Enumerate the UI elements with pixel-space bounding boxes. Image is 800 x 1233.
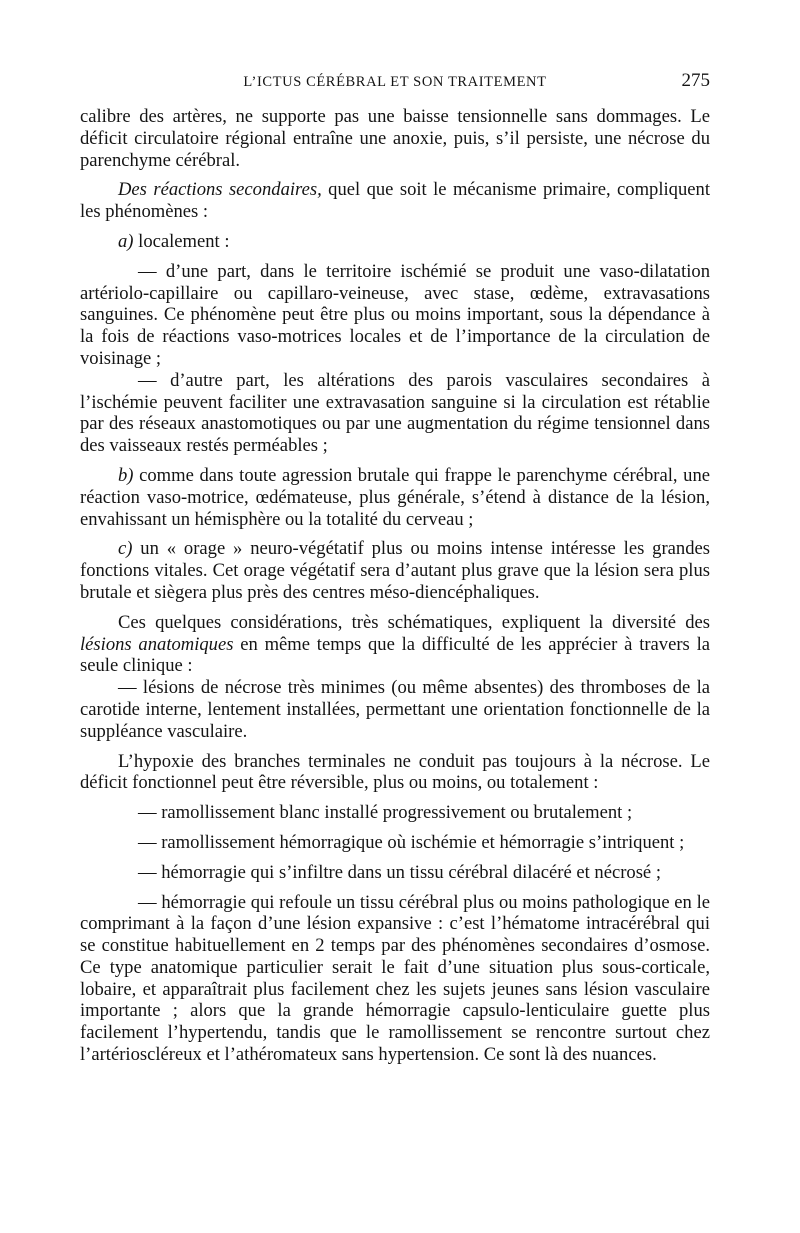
paragraph-continuation: calibre des artères, ne supporte pas une baisse tensionnelle sans dommages. Le déficit circulatoire régional entraîne une anoxie, puis, s’il persiste, une nécrose du parenchyme cérébral. [80, 106, 710, 171]
list-item-text: un « orage » neuro-végétatif plus ou moins intense intéresse les grandes fonctions vitales. Cet orage végétatif sera d’autant plus grave que la lésion sera plus brutale et siègera plus près des centres méso-diencéphaliques. [80, 538, 710, 603]
paragraph-secondary-reactions [80, 179, 710, 223]
list-item-b [80, 465, 710, 530]
list-letter-c: c) [118, 538, 133, 560]
dash-item-first: — d’une part, dans le territoire ischémié se produit une vaso-dilatation artériolo-capillaire ou capillaro-veineuse, avec stase, œdème, extravasations sanguines. Ce phénomène peut être plus ou moins important, sous la dépendance à la fois de réactions vaso-motrices locales et de l’importance de la circulation de voisinage ; [80, 260, 710, 369]
list-letter-b: b) [118, 464, 134, 486]
list-item-a-label [80, 231, 710, 253]
paragraph-hypoxie: L’hypoxie des branches terminales ne conduit pas toujours à la nécrose. Le déficit fonctionnel peut être réversible, plus ou moins, ou totalement : [80, 750, 710, 794]
list-item-text: comme dans toute agression brutale qui frappe le parenchyme cérébral, une réaction vaso-motrice, œdémateuse, plus générale, s’étend à distance de la lésion, envahissant un hémisphère ou la totalité du cerveau ; [80, 464, 710, 530]
list-item-text: localement : [133, 230, 230, 252]
paragraph-text: en même temps que la difficulté de les apprécier à travers la seule clinique : [80, 633, 710, 677]
dash-item-ramollissement-blanc: — ramollissement blanc installé progressivement ou brutalement ; [138, 802, 633, 824]
page-number: 275 [681, 70, 710, 91]
paragraph-text: quel que soit le mécanisme primaire, compliquent les phénomènes : [80, 179, 710, 223]
paragraph-considerations [80, 612, 710, 677]
dash-item-hemorragie-infiltre: — hémorragie qui s’infiltre dans un tissu cérébral dilacéré et nécrosé ; [138, 861, 662, 883]
list-item-c [80, 538, 710, 603]
dash-item-hemorragie-refoule: — hémorragie qui refoule un tissu cérébral plus ou moins pathologique en le comprimant à la façon d’une lésion expansive : c’est l’hématome intracérébral qui se constitue habituellement en 2 temps par des phénomènes secondaires d’osmose. Ce type anatomique particulier serait le fait d’une situation plus sous-corticale, lobaire, et apparaîtrait plus facilement chez les sujets jeunes sans lésion vasculaire importante ; alors que la grande hémorragie capsulo-lenticulaire guette plus facilement l’hypertendu, tandis que le ramollissement se rencontre surtout chez l’artérioscléreux et l’athéromateux sans hypertension. Ce sont là des nuances. [80, 891, 710, 1066]
body-text [80, 106, 710, 1066]
emphasis-anatomical-lesions: lésions anatomiques [80, 633, 234, 655]
dash-item-necrose: — lésions de nécrose très minimes (ou même absentes) des thromboses de la carotide interne, lentement installées, permettant une orientation fonctionnelle de la suppléance vasculaire. [80, 677, 710, 742]
emphasis-secondary-reactions: Des réactions secondaires, [118, 179, 322, 201]
list-letter-a: a) [118, 230, 134, 252]
paragraph-text: Ces quelques considérations, très schématiques, expliquent la diversité des [118, 611, 710, 633]
dash-item-ramollissement-hemorragique: — ramollissement hémorragique où ischémie et hémorragie s’intriquent ; [138, 831, 685, 853]
running-title: L’ICTUS CÉRÉBRAL ET SON TRAITEMENT [243, 74, 547, 90]
page-header [80, 70, 710, 96]
dash-item-second: — d’autre part, les altérations des parois vasculaires secondaires à l’ischémie peuvent faciliter une extravasation sanguine si la circulation est rétablie par des réseaux anastomotiques ou par une augmentation du régime tensionnel dans des vaisseaux restés perméables ; [80, 369, 710, 457]
